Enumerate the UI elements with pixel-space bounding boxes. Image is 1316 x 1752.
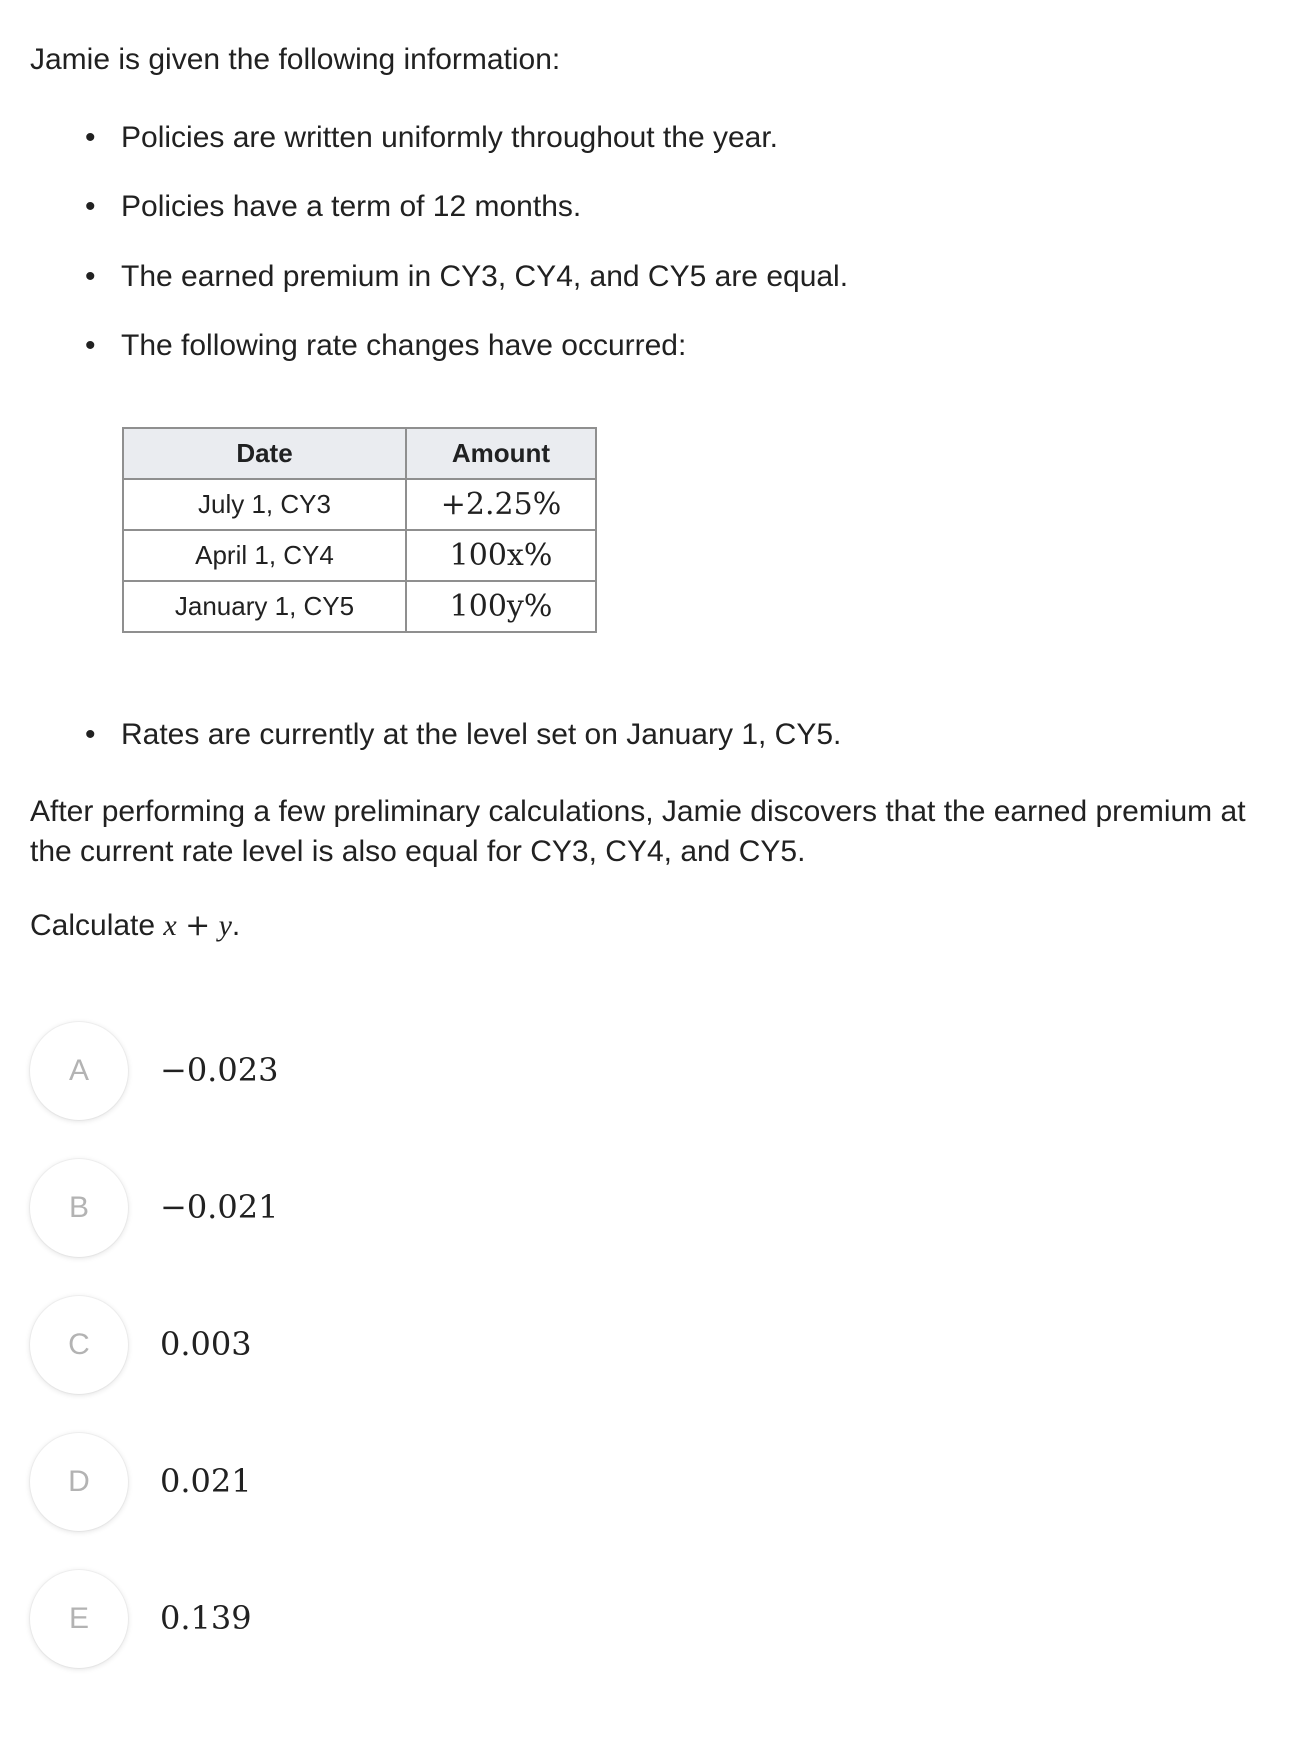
table-header-row (123, 428, 596, 479)
intro-text: Jamie is given the following information: (30, 43, 561, 76)
date-cell: July 1, CY3 (123, 479, 406, 530)
answer-option-c[interactable] (30, 1296, 630, 1396)
plus-operator: + (185, 908, 211, 943)
bullet-text: The following rate changes have occurred: (121, 329, 687, 362)
table-row (123, 530, 596, 581)
column-header-amount: Amount (406, 428, 596, 479)
question-suffix: . (231, 909, 241, 942)
option-value: −0.023 (160, 1051, 279, 1089)
bullet-icon: • (85, 718, 96, 751)
question-prompt (30, 906, 1290, 946)
option-value: 0.139 (160, 1599, 252, 1637)
rate-changes-table (122, 427, 597, 633)
option-value: 0.021 (160, 1462, 252, 1500)
option-letter-badge[interactable]: A (30, 1022, 128, 1120)
answer-option-e[interactable] (30, 1570, 630, 1670)
amount-cell: +2.25% (406, 479, 596, 530)
variable-x: x (163, 909, 177, 942)
bullet-item (85, 187, 581, 227)
option-letter-badge[interactable]: D (30, 1433, 128, 1531)
option-letter-badge[interactable]: E (30, 1570, 128, 1668)
bullet-text: Policies have a term of 12 months. (121, 190, 582, 223)
answer-option-d[interactable] (30, 1433, 630, 1533)
table-row (123, 581, 596, 632)
bullet-item (85, 118, 778, 158)
date-cell: April 1, CY4 (123, 530, 406, 581)
bullet-item (85, 715, 841, 755)
bullet-item (85, 257, 848, 297)
option-letter-badge[interactable]: B (30, 1159, 128, 1257)
bullet-item (85, 326, 686, 366)
bullet-icon: • (85, 329, 96, 362)
bullet-icon: • (85, 121, 96, 154)
bullet-text: The earned premium in CY3, CY4, and CY5 are equal. (121, 260, 849, 293)
question-prefix: Calculate (30, 909, 156, 942)
bullet-text: Policies are written uniformly throughout the year. (121, 121, 778, 154)
table-row (123, 479, 596, 530)
option-letter-badge[interactable]: C (30, 1296, 128, 1394)
answer-option-b[interactable] (30, 1159, 630, 1259)
amount-cell: 100x% (406, 530, 596, 581)
column-header-date: Date (123, 428, 406, 479)
option-value: −0.021 (160, 1188, 279, 1226)
amount-cell: 100y% (406, 581, 596, 632)
option-value: 0.003 (160, 1325, 252, 1363)
bullet-icon: • (85, 190, 96, 223)
findings-paragraph: After performing a few preliminary calculations, Jamie discovers that the earned premium at the current rate level is also equal for CY3, CY4, and CY5. (30, 795, 1246, 868)
answer-option-a[interactable] (30, 1022, 630, 1122)
variable-y: y (218, 909, 232, 942)
date-cell: January 1, CY5 (123, 581, 406, 632)
bullet-text: Rates are currently at the level set on January 1, CY5. (121, 718, 842, 751)
bullet-icon: • (85, 260, 96, 293)
